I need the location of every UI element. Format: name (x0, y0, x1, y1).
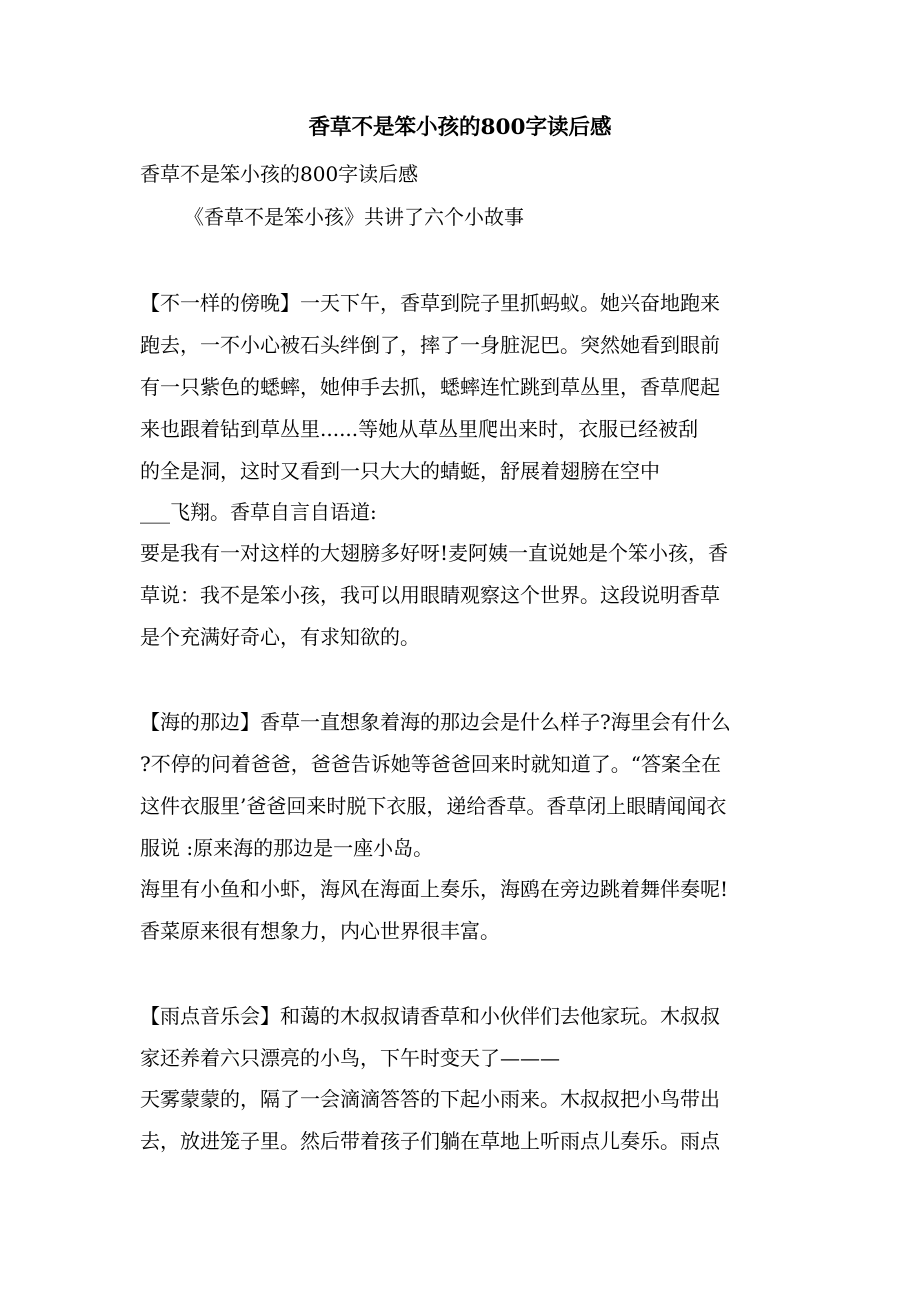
text-line: 的全是洞，这时又看到一只大大的蜻蜓，舒展着翅膀在空中 (140, 459, 660, 483)
document-subtitle: 香草不是笨小孩的800字读后感 (140, 162, 419, 186)
text-line: 海里有小鱼和小虾，海风在海面上奏乐，海鸥在旁边跳着舞伴奏呢! (140, 877, 729, 901)
text-line: 天雾蒙蒙的，隔了一会滴滴答答的下起小雨来。木叔叔把小鸟带出 (140, 1087, 720, 1111)
text-line: 跑去，一不小心被石头绊倒了，摔了一身脏泥巴。突然她看到眼前 (140, 333, 720, 357)
intro-line: 《香草不是笨小孩》共讲了六个小故事 (184, 205, 524, 229)
text-line: ?不停的问着爸爸，爸爸告诉她等爸爸回来时就知道了。“答案全在 (140, 752, 721, 776)
text-line: 去，放进笼子里。然后带着孩子们躺在草地上听雨点儿奏乐。雨点 (140, 1129, 720, 1153)
text-line: 来也跟着钻到草丛里......等她从草丛里爬出来时，衣服已经被刮 (140, 417, 699, 441)
text-line: 是个充满好奇心，有求知欲的。 (140, 625, 420, 649)
text-line: 要是我有一对这样的大翅膀多好呀!麦阿姨一直说她是个笨小孩，香 (140, 541, 729, 565)
text-line: 家还养着六只漂亮的小鸟，下午时变天了——— (140, 1046, 560, 1070)
text-line: 有一只紫色的蟋蟀，她伸手去抓，蟋蟀连忙跳到草丛里，香草爬起 (140, 375, 720, 399)
document-title: 香草不是笨小孩的800字读后感 (308, 115, 612, 140)
text-line: ___飞翔。香草自言自语道: (140, 500, 377, 524)
text-line: 草说：我不是笨小孩，我可以用眼睛观察这个世界。这段说明香草 (140, 583, 720, 607)
text-line: 这件衣服里’爸爸回来时脱下衣服，递给香草。香草闭上眼睛闻闻衣 (140, 794, 727, 818)
text-line: 【雨点音乐会】和蔼的木叔叔请香草和小伙伴们去他家玩。木叔叔 (140, 1004, 720, 1028)
text-line: 【海的那边】香草一直想象着海的那边会是什么样子?海里会有什么 (140, 710, 731, 734)
text-line: 服说 :原来海的那边是一座小岛。 (140, 836, 434, 860)
text-line: 【不一样的傍晚】一天下午，香草到院子里抓蚂蚁。她兴奋地跑来 (140, 291, 720, 315)
text-line: 香菜原来很有想象力，内心世界很丰富。 (140, 919, 500, 943)
